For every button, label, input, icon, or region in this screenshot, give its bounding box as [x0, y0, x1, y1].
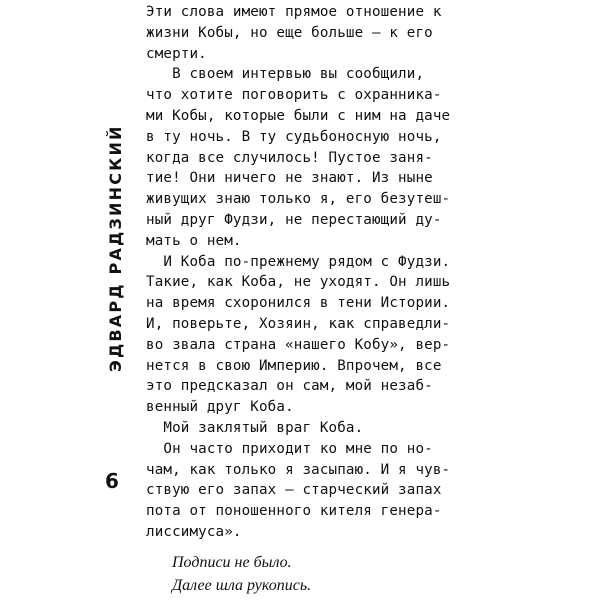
text-line: ный друг Фудзи, не перестающий ду-: [146, 211, 442, 228]
text-line: Он часто приходит ко мне по но-: [146, 440, 433, 457]
text-line: нется в свою Империю. Впрочем, все: [146, 357, 442, 374]
text-line: тие! Они ничего не знают. Из ныне: [146, 170, 433, 187]
text-line: И Коба по-прежнему рядом с Фудзи.: [146, 253, 451, 270]
text-line: Такие, как Коба, не уходят. Он лишь: [146, 274, 451, 291]
text-line: лиссимуса».: [146, 523, 242, 540]
text-line: ствую его запах — старческий запах: [146, 482, 442, 499]
text-line: Эти слова имеют прямое отношение к: [146, 4, 442, 20]
body-text: [146, 2, 506, 543]
page-number: 6: [105, 469, 119, 493]
text-line: Мой заклятый враг Коба.: [146, 419, 364, 436]
text-line: на время схоронился в тени Истории.: [146, 295, 451, 312]
text-line: что хотите поговорить с охранника-: [146, 87, 442, 104]
text-line: когда все случилось! Пустое заня-: [146, 149, 433, 166]
text-line: в ту ночь. В ту судьбоносную ночь,: [146, 128, 442, 145]
footnote-line: Подписи не было.: [172, 554, 292, 571]
text-line: живущих знаю только я, его безутеш-: [146, 191, 451, 208]
text-line: смерти.: [146, 45, 207, 62]
text-line: пота от поношенного кителя генера-: [146, 503, 442, 520]
text-line: жизни Кобы, но еще больше — к его: [146, 24, 433, 41]
text-line: во звала страна «нашего Кобу», вер-: [146, 336, 451, 353]
text-line: ми Кобы, которые были с ним на даче: [146, 107, 451, 124]
text-line: венный друг Коба.: [146, 399, 294, 416]
footnote-line: Далее шла рукопись.: [172, 577, 312, 594]
text-line: В своем интервью вы сообщили,: [146, 66, 425, 83]
text-line: это предсказал он сам, мой незаб-: [146, 378, 433, 395]
footnote: [172, 551, 311, 597]
text-line: чам, как только я засыпаю. И я чув-: [146, 461, 451, 478]
author-name-vertical: ЭДВАРД РАДЗИНСКИЙ: [106, 124, 125, 372]
text-line: мать о нем.: [146, 232, 242, 249]
text-line: И, поверьте, Хозяин, как справедли-: [146, 315, 451, 332]
